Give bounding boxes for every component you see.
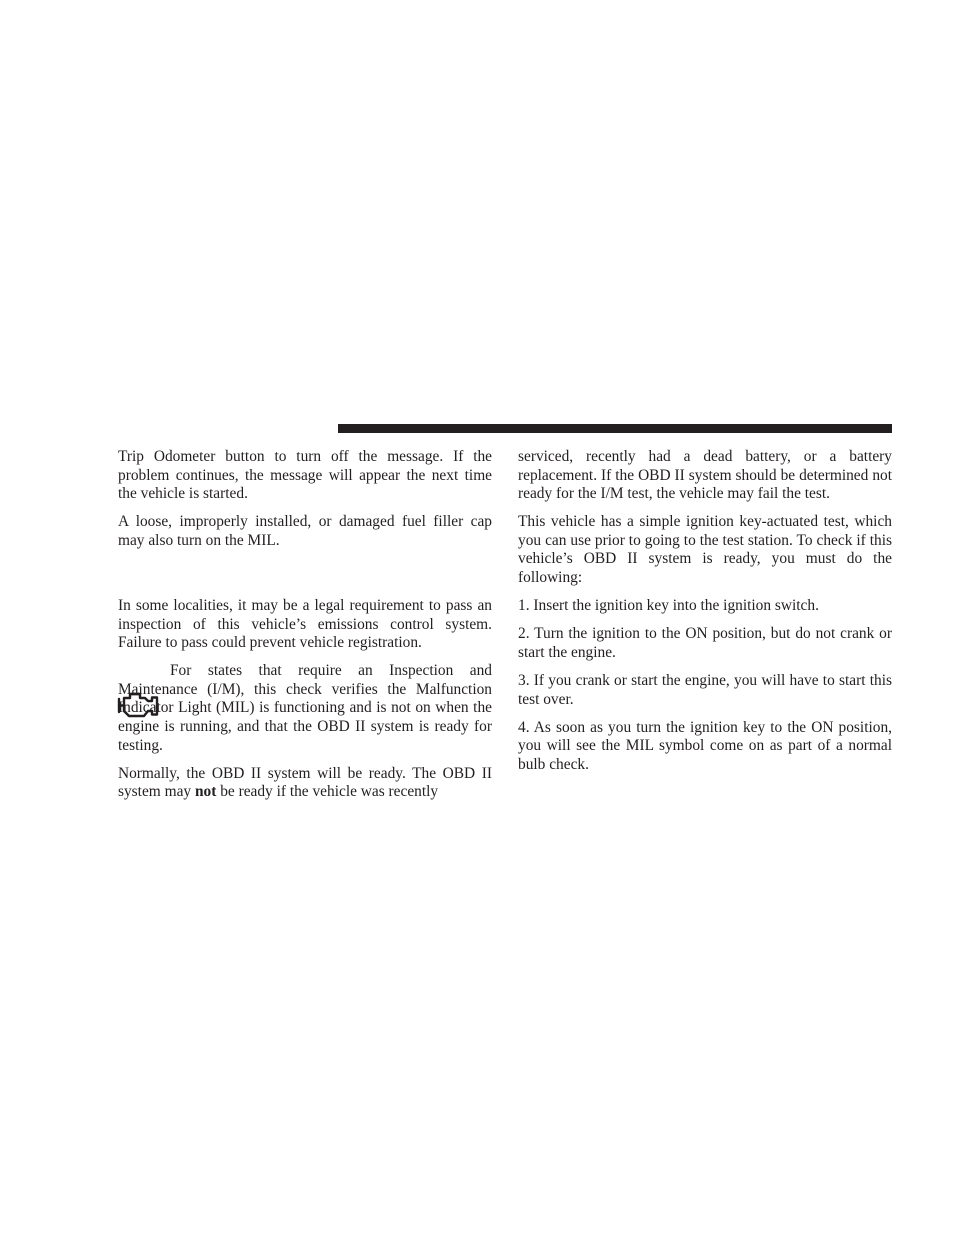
- paragraph-legal-requirement: In some localities, it may be a legal requirement to pass an inspection of this vehicle’s emissions control system. Failure to pass could prevent vehicle registration.: [118, 596, 492, 652]
- paragraph-serviced: serviced, recently had a dead battery, or a battery replacement. If the OBD II system should be determined not ready for the I/M test, the vehicle may fail the test.: [518, 448, 892, 503]
- left-column: [118, 448, 492, 811]
- right-column: [518, 448, 892, 784]
- list-item: 1. Insert the ignition key into the ignition switch.: [518, 597, 819, 615]
- paragraph-key-test: This vehicle has a simple ignition key-actuated test, which you can use prior to going to the test station. To check if this vehicle’s OBD II system is ready, you must do the following:: [518, 513, 892, 587]
- section-gap: [118, 560, 492, 597]
- check-engine-icon: [116, 688, 162, 720]
- list-item: 2. Turn the ignition to the ON position, but do not crank or start the engine.: [518, 625, 892, 661]
- paragraph-inspection-maintenance: For states that require an Inspection and Maintenance (I/M), this check verifies the Malfunction Indicator Light (MIL) is functioning and is not on when the engine is running, and that the OBD II system is ready for testing.: [118, 662, 492, 754]
- list-item: 4. As soon as you turn the ignition key to the ON position, you will see the MIL symbol come on as part of a normal bulb check.: [518, 718, 892, 773]
- emphasis-not: not: [194, 783, 217, 801]
- paragraph-trip-odometer: Trip Odometer button to turn off the message. If the problem continues, the message will appear the next time the vehicle is started.: [118, 448, 492, 503]
- paragraph-fuel-cap: A loose, improperly installed, or damaged fuel filler cap may also turn on the MIL.: [118, 513, 492, 549]
- section-header-rule: [338, 424, 892, 433]
- paragraph-obd-ready: Normally, the OBD II system will be ready. The OBD II system may not be ready if the vehicle was recently: [118, 764, 492, 801]
- list-item: 3. If you crank or start the engine, you will have to start this test over.: [518, 671, 892, 708]
